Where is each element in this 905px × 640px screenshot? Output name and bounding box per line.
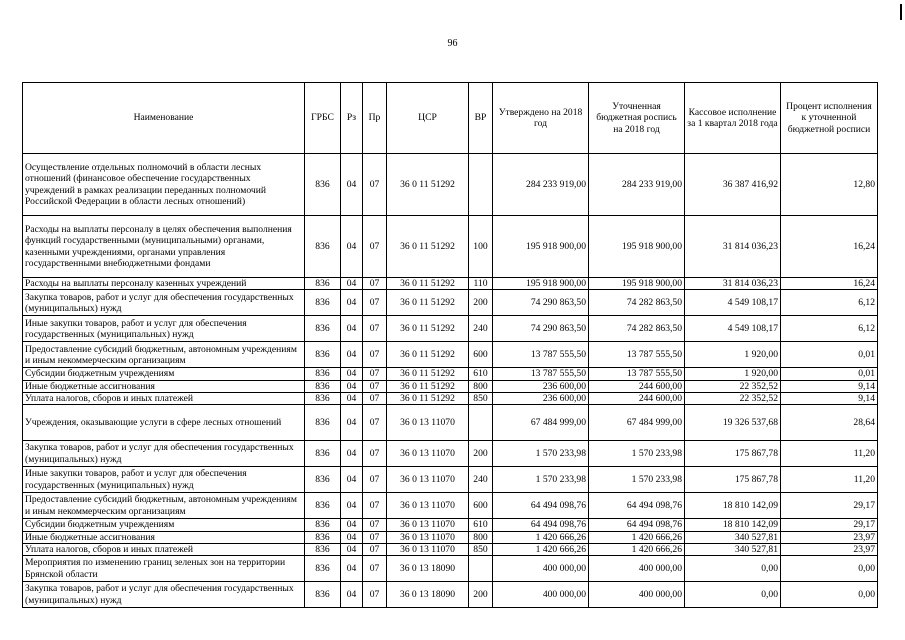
cell-grbs: 836 [305, 441, 341, 467]
col-refined-header: Уточненная бюджетная роспись на 2018 год [589, 83, 685, 154]
cell-approved: 400 000,00 [493, 556, 589, 582]
cell-refined: 64 494 098,76 [589, 519, 685, 531]
cell-rz: 04 [341, 380, 363, 392]
cell-csr: 36 0 11 51292 [387, 392, 469, 404]
budget-table [22, 82, 878, 608]
header-row [23, 83, 878, 154]
cell-approved: 64 494 098,76 [493, 519, 589, 531]
cell-pr: 07 [363, 216, 387, 278]
cell-refined: 1 570 233,98 [589, 441, 685, 467]
cell-grbs: 836 [305, 392, 341, 404]
cell-grbs: 836 [305, 154, 341, 216]
cell-name: Иные закупки товаров, работ и услуг для обеспечения государственных (муниципальных) нужд [23, 467, 305, 493]
cell-name: Осуществление отдельных полномочий в области лесных отношений (финансовое обеспечение государственных учреждений в рамках реализации переданных полномочий Российской Федерации в области лесных отношений) [23, 154, 305, 216]
cell-approved: 64 494 098,76 [493, 493, 589, 519]
cell-rz: 04 [341, 582, 363, 608]
cell-approved: 1 570 233,98 [493, 467, 589, 493]
page-number: 96 [447, 38, 458, 49]
cell-csr: 36 0 13 18090 [387, 582, 469, 608]
cell-rz: 04 [341, 467, 363, 493]
table-row [23, 493, 878, 519]
cell-approved: 400 000,00 [493, 582, 589, 608]
cell-cash: 22 352,52 [685, 392, 781, 404]
cell-refined: 13 787 555,50 [589, 368, 685, 380]
cell-grbs: 836 [305, 368, 341, 380]
cell-vr [469, 405, 493, 441]
table-row [23, 405, 878, 441]
cell-grbs: 836 [305, 290, 341, 316]
table-row [23, 316, 878, 342]
col-name-header: Наименование [23, 83, 305, 154]
cell-percent: 23,97 [781, 543, 878, 555]
cell-csr: 36 0 13 11070 [387, 543, 469, 555]
cell-grbs: 836 [305, 493, 341, 519]
cell-pr: 07 [363, 556, 387, 582]
cell-refined: 400 000,00 [589, 556, 685, 582]
cell-pr: 07 [363, 278, 387, 290]
cell-pr: 07 [363, 582, 387, 608]
table-row [23, 556, 878, 582]
cell-csr: 36 0 11 51292 [387, 290, 469, 316]
cell-pr: 07 [363, 531, 387, 543]
cell-grbs: 836 [305, 556, 341, 582]
cell-csr: 36 0 11 51292 [387, 380, 469, 392]
cell-grbs: 836 [305, 582, 341, 608]
cell-cash: 22 352,52 [685, 380, 781, 392]
col-approved-header: Утверждено на 2018 год [493, 83, 589, 154]
table-row [23, 531, 878, 543]
cell-csr: 36 0 13 11070 [387, 405, 469, 441]
cell-percent: 6,12 [781, 316, 878, 342]
cell-approved: 74 290 863,50 [493, 316, 589, 342]
cell-vr: 240 [469, 316, 493, 342]
cell-rz: 04 [341, 493, 363, 519]
cell-pr: 07 [363, 543, 387, 555]
cell-grbs: 836 [305, 342, 341, 368]
cell-percent: 0,01 [781, 368, 878, 380]
cell-pr: 07 [363, 290, 387, 316]
cell-rz: 04 [341, 216, 363, 278]
cell-cash: 18 810 142,09 [685, 519, 781, 531]
cell-refined: 244 600,00 [589, 392, 685, 404]
table-row [23, 467, 878, 493]
cell-vr: 200 [469, 290, 493, 316]
cell-cash: 31 814 036,23 [685, 216, 781, 278]
table-row [23, 519, 878, 531]
cell-pr: 07 [363, 392, 387, 404]
edge-mark [900, 4, 902, 20]
cell-cash: 4 549 108,17 [685, 290, 781, 316]
cell-rz: 04 [341, 278, 363, 290]
cell-cash: 340 527,81 [685, 543, 781, 555]
cell-refined: 195 918 900,00 [589, 216, 685, 278]
cell-pr: 07 [363, 316, 387, 342]
col-percent-header: Процент исполнения к уточненной бюджетной росписи [781, 83, 878, 154]
cell-refined: 64 494 098,76 [589, 493, 685, 519]
cell-cash: 4 549 108,17 [685, 316, 781, 342]
cell-csr: 36 0 13 11070 [387, 493, 469, 519]
cell-cash: 19 326 537,68 [685, 405, 781, 441]
cell-grbs: 836 [305, 216, 341, 278]
cell-refined: 74 282 863,50 [589, 316, 685, 342]
cell-percent: 0,00 [781, 556, 878, 582]
cell-name: Иные бюджетные ассигнования [23, 531, 305, 543]
cell-refined: 284 233 919,00 [589, 154, 685, 216]
table-row [23, 154, 878, 216]
cell-approved: 1 420 666,26 [493, 543, 589, 555]
table-row [23, 392, 878, 404]
cell-vr: 800 [469, 380, 493, 392]
cell-approved: 13 787 555,50 [493, 342, 589, 368]
cell-grbs: 836 [305, 531, 341, 543]
table-row [23, 543, 878, 555]
cell-approved: 13 787 555,50 [493, 368, 589, 380]
cell-refined: 67 484 999,00 [589, 405, 685, 441]
col-cash-header: Кассовое исполнение за 1 квартал 2018 года [685, 83, 781, 154]
cell-vr: 100 [469, 216, 493, 278]
cell-csr: 36 0 13 11070 [387, 441, 469, 467]
cell-refined: 74 282 863,50 [589, 290, 685, 316]
cell-percent: 11,20 [781, 441, 878, 467]
cell-name: Уплата налогов, сборов и иных платежей [23, 543, 305, 555]
cell-percent: 9,14 [781, 380, 878, 392]
cell-csr: 36 0 11 51292 [387, 216, 469, 278]
cell-percent: 0,00 [781, 582, 878, 608]
cell-approved: 236 600,00 [493, 392, 589, 404]
cell-percent: 0,01 [781, 342, 878, 368]
cell-vr: 240 [469, 467, 493, 493]
cell-cash: 175 867,78 [685, 441, 781, 467]
table-row [23, 441, 878, 467]
cell-vr [469, 556, 493, 582]
cell-vr: 110 [469, 278, 493, 290]
cell-pr: 07 [363, 493, 387, 519]
cell-percent: 28,64 [781, 405, 878, 441]
cell-refined: 1 420 666,26 [589, 543, 685, 555]
cell-refined: 1 420 666,26 [589, 531, 685, 543]
cell-cash: 18 810 142,09 [685, 493, 781, 519]
cell-cash: 175 867,78 [685, 467, 781, 493]
cell-pr: 07 [363, 342, 387, 368]
cell-percent: 6,12 [781, 290, 878, 316]
cell-rz: 04 [341, 290, 363, 316]
cell-name: Закупка товаров, работ и услуг для обеспечения государственных (муниципальных) нужд [23, 290, 305, 316]
col-csr-header: ЦСР [387, 83, 469, 154]
table-row [23, 582, 878, 608]
cell-grbs: 836 [305, 278, 341, 290]
cell-name: Иные закупки товаров, работ и услуг для обеспечения государственных (муниципальных) нужд [23, 316, 305, 342]
cell-approved: 284 233 919,00 [493, 154, 589, 216]
cell-percent: 11,20 [781, 467, 878, 493]
cell-percent: 29,17 [781, 519, 878, 531]
cell-pr: 07 [363, 380, 387, 392]
cell-approved: 74 290 863,50 [493, 290, 589, 316]
cell-csr: 36 0 11 51292 [387, 368, 469, 380]
cell-rz: 04 [341, 392, 363, 404]
cell-refined: 400 000,00 [589, 582, 685, 608]
cell-cash: 0,00 [685, 556, 781, 582]
cell-rz: 04 [341, 531, 363, 543]
cell-csr: 36 0 13 11070 [387, 467, 469, 493]
col-rz-header: Рз [341, 83, 363, 154]
cell-vr: 600 [469, 493, 493, 519]
cell-grbs: 836 [305, 543, 341, 555]
cell-rz: 04 [341, 556, 363, 582]
cell-vr: 850 [469, 392, 493, 404]
cell-csr: 36 0 11 51292 [387, 316, 469, 342]
cell-approved: 1 420 666,26 [493, 531, 589, 543]
cell-approved: 195 918 900,00 [493, 278, 589, 290]
cell-pr: 07 [363, 154, 387, 216]
table-row [23, 290, 878, 316]
cell-pr: 07 [363, 441, 387, 467]
cell-vr: 600 [469, 342, 493, 368]
cell-name: Субсидии бюджетным учреждениям [23, 368, 305, 380]
cell-pr: 07 [363, 405, 387, 441]
cell-rz: 04 [341, 368, 363, 380]
cell-name: Предоставление субсидий бюджетным, автономным учреждениям и иным некоммерческим организациям [23, 342, 305, 368]
cell-approved: 1 570 233,98 [493, 441, 589, 467]
cell-csr: 36 0 13 18090 [387, 556, 469, 582]
cell-cash: 340 527,81 [685, 531, 781, 543]
cell-name: Иные бюджетные ассигнования [23, 380, 305, 392]
cell-vr: 610 [469, 519, 493, 531]
cell-refined: 13 787 555,50 [589, 342, 685, 368]
table-row [23, 342, 878, 368]
cell-name: Уплата налогов, сборов и иных платежей [23, 392, 305, 404]
cell-csr: 36 0 13 11070 [387, 519, 469, 531]
cell-approved: 236 600,00 [493, 380, 589, 392]
cell-pr: 07 [363, 368, 387, 380]
cell-vr: 200 [469, 582, 493, 608]
cell-vr [469, 154, 493, 216]
cell-name: Субсидии бюджетным учреждениям [23, 519, 305, 531]
cell-approved: 67 484 999,00 [493, 405, 589, 441]
col-vr-header: ВР [469, 83, 493, 154]
cell-cash: 36 387 416,92 [685, 154, 781, 216]
cell-grbs: 836 [305, 519, 341, 531]
cell-refined: 195 918 900,00 [589, 278, 685, 290]
cell-percent: 16,24 [781, 216, 878, 278]
table-row [23, 278, 878, 290]
cell-grbs: 836 [305, 467, 341, 493]
cell-name: Расходы на выплаты персоналу казенных учреждений [23, 278, 305, 290]
cell-approved: 195 918 900,00 [493, 216, 589, 278]
cell-percent: 9,14 [781, 392, 878, 404]
cell-rz: 04 [341, 316, 363, 342]
cell-cash: 1 920,00 [685, 342, 781, 368]
cell-rz: 04 [341, 441, 363, 467]
cell-name: Расходы на выплаты персоналу в целях обеспечения выполнения функций государственными (муниципальными) органами, казенными учреждениями, органами управления государственными внебюджетными фондами [23, 216, 305, 278]
table-row [23, 368, 878, 380]
cell-percent: 29,17 [781, 493, 878, 519]
cell-csr: 36 0 11 51292 [387, 342, 469, 368]
cell-refined: 1 570 233,98 [589, 467, 685, 493]
cell-cash: 31 814 036,23 [685, 278, 781, 290]
cell-name: Мероприятия по изменению границ зеленых зон на территории Брянской области [23, 556, 305, 582]
cell-name: Предоставление субсидий бюджетным, автономным учреждениям и иным некоммерческим организациям [23, 493, 305, 519]
cell-grbs: 836 [305, 380, 341, 392]
cell-csr: 36 0 11 51292 [387, 154, 469, 216]
cell-vr: 850 [469, 543, 493, 555]
cell-name: Закупка товаров, работ и услуг для обеспечения государственных (муниципальных) нужд [23, 582, 305, 608]
cell-name: Закупка товаров, работ и услуг для обеспечения государственных (муниципальных) нужд [23, 441, 305, 467]
cell-rz: 04 [341, 154, 363, 216]
table-row [23, 216, 878, 278]
cell-cash: 0,00 [685, 582, 781, 608]
cell-rz: 04 [341, 405, 363, 441]
cell-csr: 36 0 11 51292 [387, 278, 469, 290]
table-body [23, 154, 878, 608]
cell-csr: 36 0 13 11070 [387, 531, 469, 543]
cell-percent: 16,24 [781, 278, 878, 290]
cell-pr: 07 [363, 467, 387, 493]
cell-rz: 04 [341, 519, 363, 531]
table-row [23, 380, 878, 392]
cell-vr: 200 [469, 441, 493, 467]
cell-percent: 23,97 [781, 531, 878, 543]
cell-grbs: 836 [305, 316, 341, 342]
cell-pr: 07 [363, 519, 387, 531]
col-grbs-header: ГРБС [305, 83, 341, 154]
cell-vr: 800 [469, 531, 493, 543]
cell-vr: 610 [469, 368, 493, 380]
cell-grbs: 836 [305, 405, 341, 441]
cell-percent: 12,80 [781, 154, 878, 216]
col-pr-header: Пр [363, 83, 387, 154]
cell-rz: 04 [341, 543, 363, 555]
cell-rz: 04 [341, 342, 363, 368]
cell-refined: 244 600,00 [589, 380, 685, 392]
cell-cash: 1 920,00 [685, 368, 781, 380]
cell-name: Учреждения, оказывающие услуги в сфере лесных отношений [23, 405, 305, 441]
